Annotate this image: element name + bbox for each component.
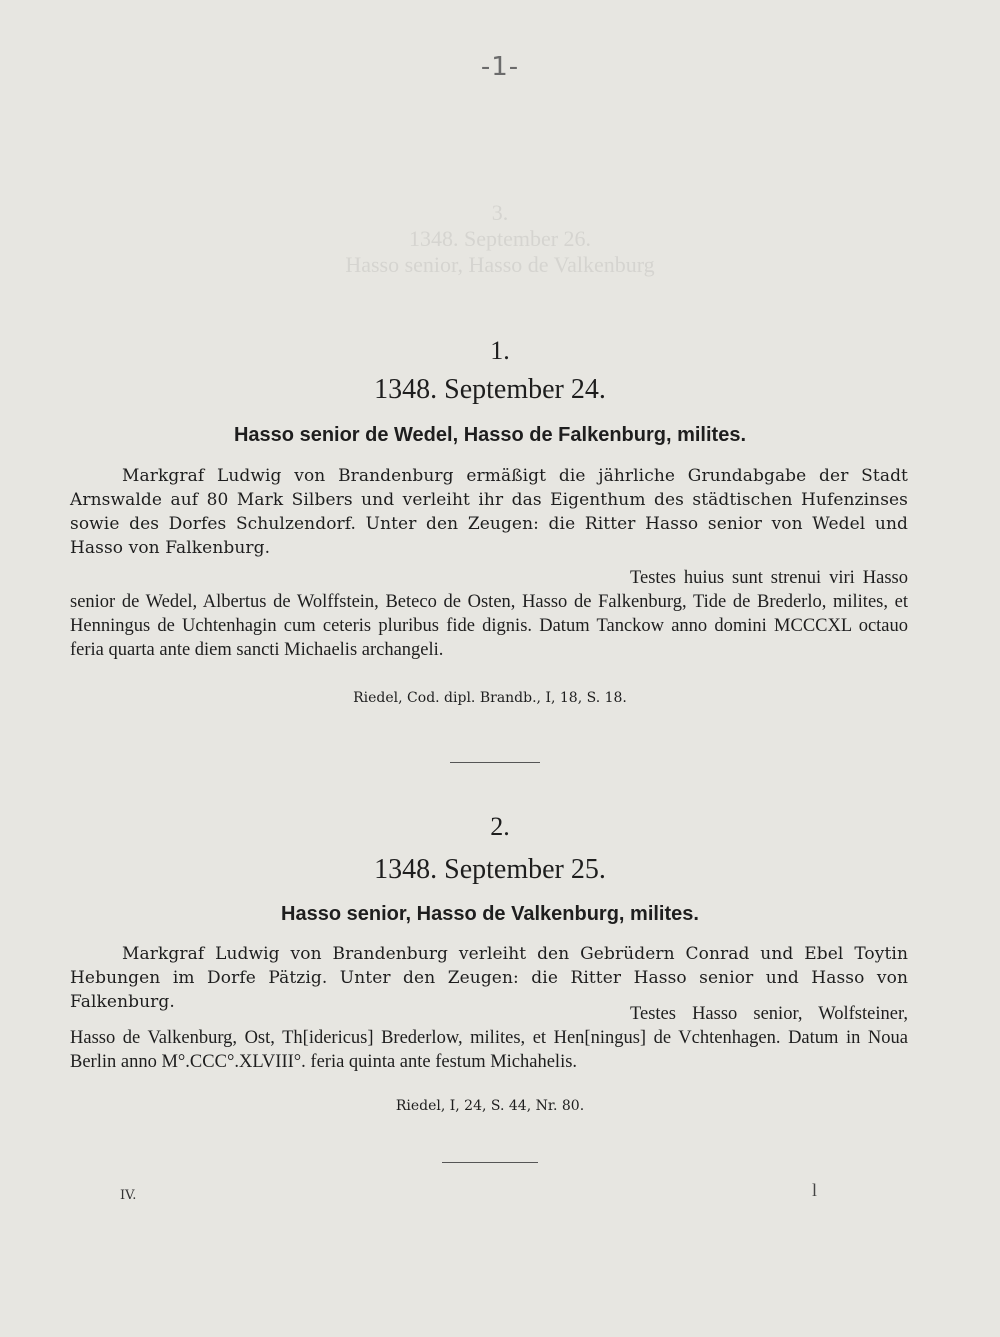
signature-mark: IV. [120, 1188, 137, 1203]
pencil-page-number: -1- [480, 52, 520, 82]
entry-2-date: 1348. September 25. [374, 854, 606, 885]
entry-1-citation: Riedel, Cod. dipl. Brandb., I, 18, S. 18. [353, 690, 627, 706]
entry-2-number: 2. [490, 812, 510, 841]
entry-1-title: Hasso senior de Wedel, Hasso de Falkenburg, milites. [233, 424, 746, 446]
entry-1-latin-text: Testes huius sunt strenui viri Hasso senior de Wedel, Albertus de Wolffstein, Beteco de Osten, Hasso de Falkenburg, Tide de Brederlo, milites, et Henningus de Uchtenhagin cum ceteris pluribus fide dignis. Datum Tanckow anno domini MCCCXL octauo feria quarta ante diem sancti Michaelis archangeli. [70, 568, 908, 660]
entry-1-date: 1348. September 24. [374, 374, 606, 405]
entry-2-latin-text: Testes Hasso senior, Wolfsteiner, Hasso de Valkenburg, Ost, Th[idericus] Brederlow, milites, et Hen[ningus] de Vchtenhagen. Datum in Noua Berlin anno M°.CCC°.XLVIII°. feria quinta ante festum Michahelis. [70, 1004, 908, 1072]
entry-2-summary: Markgraf Ludwig von Brandenburg verleiht den Gebrüdern Conrad und Ebel Toytin Hebungen im Dorfe Pätzig. Unter den Zeugen: die Ritter Hasso senior und Hasso von Falkenburg. [70, 944, 908, 1012]
entry-2-title: Hasso senior, Hasso de Valkenburg, milites. [281, 903, 699, 925]
entry-2-citation: Riedel, I, 24, S. 44, Nr. 80. [395, 1098, 585, 1114]
entry-1-number: 1. [490, 336, 510, 365]
bleed-through: 3. 1348. September 26. Hasso senior, Hasso de Valkenburg [345, 200, 655, 277]
end-rule [442, 1162, 538, 1163]
separator-rule [450, 762, 540, 763]
corner-mark: l [812, 1180, 818, 1200]
entry-1-summary: Markgraf Ludwig von Brandenburg ermäßigt die jährliche Grundabgabe der Stadt Arnswalde auf 80 Mark Silbers und verleiht ihr das Eigenthum des städtischen Hufenzinses sowie des Dorfes Schulzendorf. Unter den Zeugen: die Ritter Hasso senior von Wedel und Hasso von Falkenburg. [70, 466, 908, 558]
